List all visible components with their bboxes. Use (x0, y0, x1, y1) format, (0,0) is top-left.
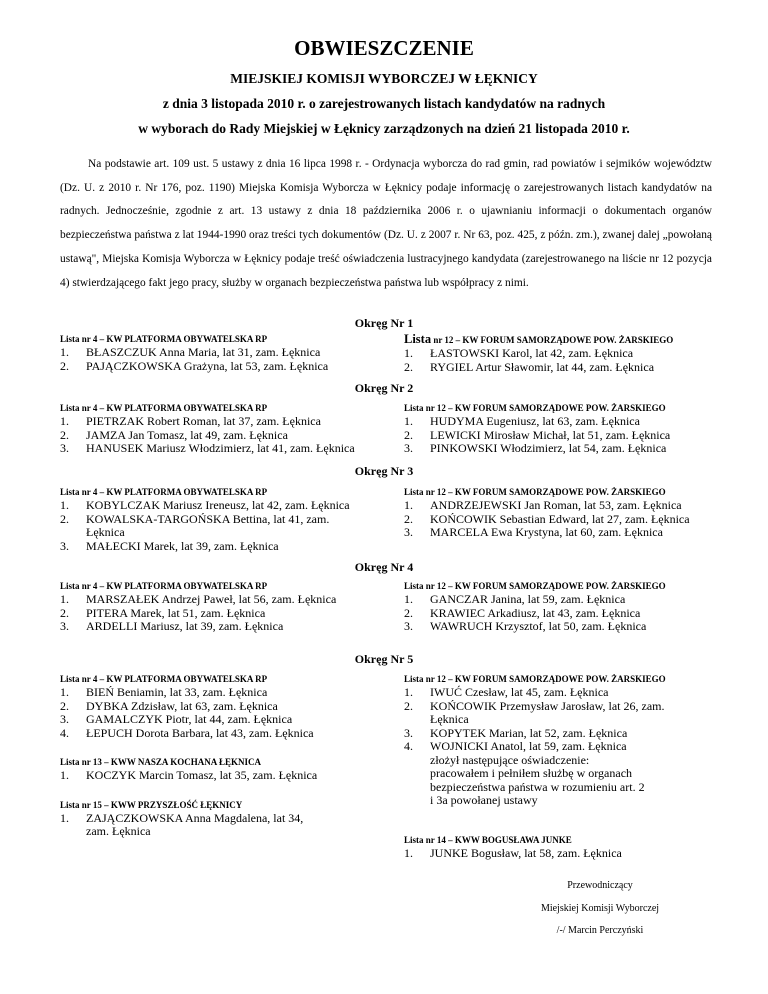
candidate-number: 1. (60, 498, 69, 512)
candidate-list (404, 847, 704, 861)
candidate-number: 1. (404, 592, 413, 606)
district-3-left (60, 482, 360, 553)
candidate-number: 1. (404, 685, 413, 699)
lustration-statement: złożył następujące oświadczenie: pracowałem i pełniłem służbę w organach bezpieczeństwa państwa w rozumieniu art. 2 i 3a powołanej ustawy (430, 752, 645, 807)
candidate-text: PINKOWSKI Włodzimierz, lat 54, zam. Łęknica (430, 441, 667, 455)
list-item (404, 442, 744, 456)
candidate-number: 2. (60, 427, 69, 442)
candidate-text: HANUSEK Mariusz Włodzimierz, lat 41, zam. Łęknica (86, 441, 355, 455)
list-item (60, 607, 400, 621)
candidate-text: PITERA Marek, lat 51, zam. Łęknica (86, 605, 266, 620)
candidate-text: KOWALSKA-TARGOŃSKA Bettina, lat 41, zam. Łęknica (86, 511, 330, 539)
list-item (404, 513, 744, 527)
candidate-list (60, 593, 400, 634)
candidate-text: MARCELA Ewa Krystyna, lat 60, zam. Łęknica (430, 525, 663, 539)
candidate-number: 1. (60, 810, 69, 825)
intro-paragraph: Na podstawie art. 109 ust. 5 ustawy z dnia 16 lipca 1998 r. - Ordynacja wyborcza do rad gmin, rad powiatów i sejmików województw (Dz. U. z 2010 r. Nr 176, poz. 1190) Miejska Komisja Wyborcza w Łęknicy podaje informację o zarejestrowanych listach kandydatów na radnych. Jednocześnie, zgodnie z art. 13 ustawy z dnia 18 października 2006 r. o ujawnianiu informacji o dokumentach organów bezpieczeństwa państwa z lat 1944-1990 oraz treści tych dokumentów (Dz. U. z 2007 r. Nr 63, poz. 425, z późn. zm.), zwanej dalej „powołaną ustawą", Miejska Komisja Wyborcza w Łęknicy podaje treść oświadczenia lustracyjnego kandydata (zarejestrowanego na liście nr 12 pozycja 4) stwierdzającego fakt jego pracy, służby w organach bezpieczeństwa państwa lub współpracy z nimi. (60, 158, 712, 289)
candidate-text: PIETRZAK Robert Roman, lat 37, zam. Łęknica (86, 414, 321, 428)
district-1-left (60, 329, 390, 373)
list-header: Lista nr 13 – KWW NASZA KOCHANA ŁĘKNICA (60, 757, 261, 767)
district-4-left (60, 576, 400, 634)
candidate-text: DYBKA Zdzisław, lat 63, zam. Łęknica (86, 698, 278, 713)
candidate-list (404, 686, 704, 808)
candidate-number: 1. (404, 845, 413, 860)
district-3-title: Okręg Nr 3 (354, 464, 414, 478)
list-item (404, 347, 744, 361)
candidate-list (60, 812, 360, 839)
candidate-text: ŁEPUCH Dorota Barbara, lat 43, zam. Łęknica (86, 725, 314, 740)
candidate-number: 1. (60, 414, 69, 428)
list-item (60, 442, 400, 456)
candidate-list (60, 686, 360, 740)
candidate-text: KOBYLCZAK Mariusz Ireneusz, lat 42, zam. Łęknica (86, 498, 350, 512)
list-header: Lista nr 4 – KW PLATFORMA OBYWATELSKA RP (60, 581, 268, 591)
list-item (404, 499, 744, 513)
list-item (60, 686, 360, 700)
candidate-number: 2. (60, 358, 69, 373)
candidate-number: 2. (404, 698, 413, 713)
list-item (404, 620, 744, 634)
candidate-number: 2. (404, 359, 413, 374)
list-header-rest: nr 12 – KW FORUM SAMORZĄDOWE POW. ŻARSKIEGO (431, 335, 674, 345)
candidate-list (404, 499, 744, 540)
list-item (60, 360, 390, 374)
list-item (404, 700, 680, 727)
list-header: Lista nr 4 – KW PLATFORMA OBYWATELSKA RP (60, 674, 268, 684)
candidate-text: BŁASZCZUK Anna Maria, lat 31, zam. Łęknica (86, 345, 321, 359)
signature-role: Przewodniczący (567, 880, 633, 891)
candidate-text: JAMZA Jan Tomasz, lat 49, zam. Łęknica (86, 427, 288, 442)
candidate-text: ZAJĄCZKOWSKA Anna Magdalena, lat 34, zam. Łęknica (86, 810, 304, 838)
list-item (404, 415, 744, 429)
candidate-number: 1. (404, 498, 413, 512)
candidate-number: 1. (404, 414, 413, 428)
list-header: Lista nr 4 – KW PLATFORMA OBYWATELSKA RP (60, 487, 268, 497)
list-header: Lista nr 12 – KW FORUM SAMORZĄDOWE POW. ŻARSKIEGO (404, 581, 666, 591)
candidate-text: WOJNICKI Anatol, lat 59, zam. Łęknica (430, 739, 627, 753)
district-5-right (404, 669, 704, 860)
candidate-number: 3. (60, 538, 69, 553)
candidate-text: ANDRZEJEWSKI Jan Roman, lat 53, zam. Łęknica (430, 498, 682, 512)
candidate-number: 3. (60, 712, 69, 726)
list-item (404, 429, 744, 443)
list-item (404, 593, 744, 607)
candidate-text: GAMALCZYK Piotr, lat 44, zam. Łęknica (86, 712, 293, 726)
candidate-number: 3. (404, 725, 413, 740)
subtitle-commission: MIEJSKIEJ KOMISJI WYBORCZEJ W ŁĘKNICY (230, 71, 538, 86)
list-item (60, 429, 400, 443)
candidate-text: LEWICKI Mirosław Michał, lat 51, zam. Łęknica (430, 427, 671, 442)
candidate-number: 3. (404, 619, 413, 633)
candidate-text: JUNKE Bogusław, lat 58, zam. Łęknica (430, 845, 622, 860)
list-header: Lista nr 4 – KW PLATFORMA OBYWATELSKA RP (60, 403, 268, 413)
district-2-title: Okręg Nr 2 (354, 381, 414, 395)
list-header-lead: Lista (404, 332, 432, 346)
subtitle-election: w wyborach do Rady Miejskiej w Łęknicy zarządzonych na dzień 21 listopada 2010 r. (138, 121, 630, 136)
list-item (404, 727, 704, 741)
list-item (60, 499, 360, 513)
list-header (404, 333, 744, 347)
document-title: OBWIESZCZENIE (294, 36, 474, 60)
candidate-list (404, 593, 744, 634)
candidate-text: ARDELLI Mariusz, lat 39, zam. Łęknica (86, 619, 284, 633)
list-item (60, 620, 400, 634)
candidate-text: HUDYMA Eugeniusz, lat 63, zam. Łęknica (430, 414, 640, 428)
list-item (404, 686, 704, 700)
candidate-list (60, 415, 400, 456)
candidate-number: 4. (60, 725, 69, 740)
candidate-text: KOCZYK Marcin Tomasz, lat 35, zam. Łęknica (86, 768, 318, 782)
candidate-number: 1. (60, 592, 69, 606)
list-item (60, 713, 360, 727)
candidate-list (60, 346, 390, 373)
candidate-text: PAJĄCZKOWSKA Grażyna, lat 53, zam. Łęknica (86, 358, 329, 373)
candidate-text: BIEŃ Beniamin, lat 33, zam. Łęknica (86, 685, 268, 699)
candidate-list (404, 415, 744, 456)
candidate-text: KRAWIEC Arkadiusz, lat 43, zam. Łęknica (430, 605, 641, 620)
candidate-text: WAWRUCH Krzysztof, lat 50, zam. Łęknica (430, 619, 647, 633)
candidate-list (60, 769, 360, 783)
candidate-text: KOŃCOWIK Przemysław Jarosław, lat 26, zam. Łęknica (430, 698, 665, 726)
signature-name: /-/ Marcin Perczyński (556, 925, 644, 936)
candidate-text: IWUĆ Czesław, lat 45, zam. Łęknica (430, 685, 609, 699)
list-item (404, 361, 744, 375)
candidate-text: ŁASTOWSKI Karol, lat 42, zam. Łęknica (430, 346, 634, 360)
district-1-title: Okręg Nr 1 (354, 316, 414, 330)
candidate-list (404, 347, 744, 374)
candidate-list (60, 499, 360, 553)
district-1-right (404, 329, 744, 374)
district-2-right (404, 398, 744, 456)
district-2-left (60, 398, 400, 456)
district-5-title: Okręg Nr 5 (354, 652, 414, 666)
list-item (60, 769, 360, 783)
list-header: Lista nr 12 – KW FORUM SAMORZĄDOWE POW. ŻARSKIEGO (404, 403, 666, 413)
list-item (404, 847, 704, 861)
candidate-text: KOŃCOWIK Sebastian Edward, lat 27, zam. Łęknica (430, 511, 690, 526)
district-5-left (60, 669, 360, 839)
candidate-number: 2. (60, 698, 69, 713)
candidate-text: GANCZAR Janina, lat 59, zam. Łęknica (430, 592, 626, 606)
district-4-title: Okręg Nr 4 (354, 560, 414, 574)
list-item (60, 513, 360, 540)
candidate-number: 1. (60, 345, 69, 359)
signature-body: Miejskiej Komisji Wyborczej (540, 903, 660, 914)
district-4-right (404, 576, 744, 634)
list-header: Lista nr 15 – KWW PRZYSZŁOŚĆ ŁĘKNICY (60, 799, 243, 810)
candidate-number: 2. (404, 427, 413, 442)
list-item (60, 700, 360, 714)
candidate-text: MAŁECKI Marek, lat 39, zam. Łęknica (86, 538, 279, 553)
candidate-number: 3. (404, 441, 413, 455)
list-item (60, 727, 360, 741)
candidate-number: 1. (60, 768, 69, 782)
candidate-number: 2. (404, 511, 413, 526)
candidate-number: 1. (404, 346, 413, 360)
list-header: Lista nr 4 – KW PLATFORMA OBYWATELSKA RP (60, 334, 268, 344)
list-item (60, 540, 360, 554)
candidate-text: KOPYTEK Marian, lat 52, zam. Łęknica (430, 725, 628, 740)
candidate-number: 1. (60, 685, 69, 699)
candidate-number: 4. (404, 739, 413, 753)
list-item (60, 812, 316, 839)
candidate-number: 2. (60, 511, 69, 526)
candidate-text: RYGIEL Artur Sławomir, lat 44, zam. Łęknica (430, 359, 655, 374)
list-item (404, 607, 744, 621)
list-item (60, 593, 400, 607)
list-header: Lista nr 12 – KW FORUM SAMORZĄDOWE POW. ŻARSKIEGO (404, 487, 666, 497)
list-header: Lista nr 14 – KWW BOGUSŁAWA JUNKE (404, 834, 572, 845)
candidate-number: 2. (404, 605, 413, 620)
district-3-right (404, 482, 744, 540)
list-header: Lista nr 12 – KW FORUM SAMORZĄDOWE POW. ŻARSKIEGO (404, 674, 666, 684)
list-item (404, 740, 704, 808)
candidate-number: 3. (60, 619, 69, 633)
candidate-number: 3. (60, 441, 69, 455)
candidate-number: 2. (60, 605, 69, 620)
subtitle-date: z dnia 3 listopada 2010 r. o zarejestrowanych listach kandydatów na radnych (162, 96, 606, 111)
candidate-number: 3. (404, 525, 413, 539)
list-item (60, 346, 390, 360)
candidate-text: MARSZAŁEK Andrzej Paweł, lat 56, zam. Łęknica (86, 592, 337, 606)
list-item (404, 526, 744, 540)
list-item (60, 415, 400, 429)
